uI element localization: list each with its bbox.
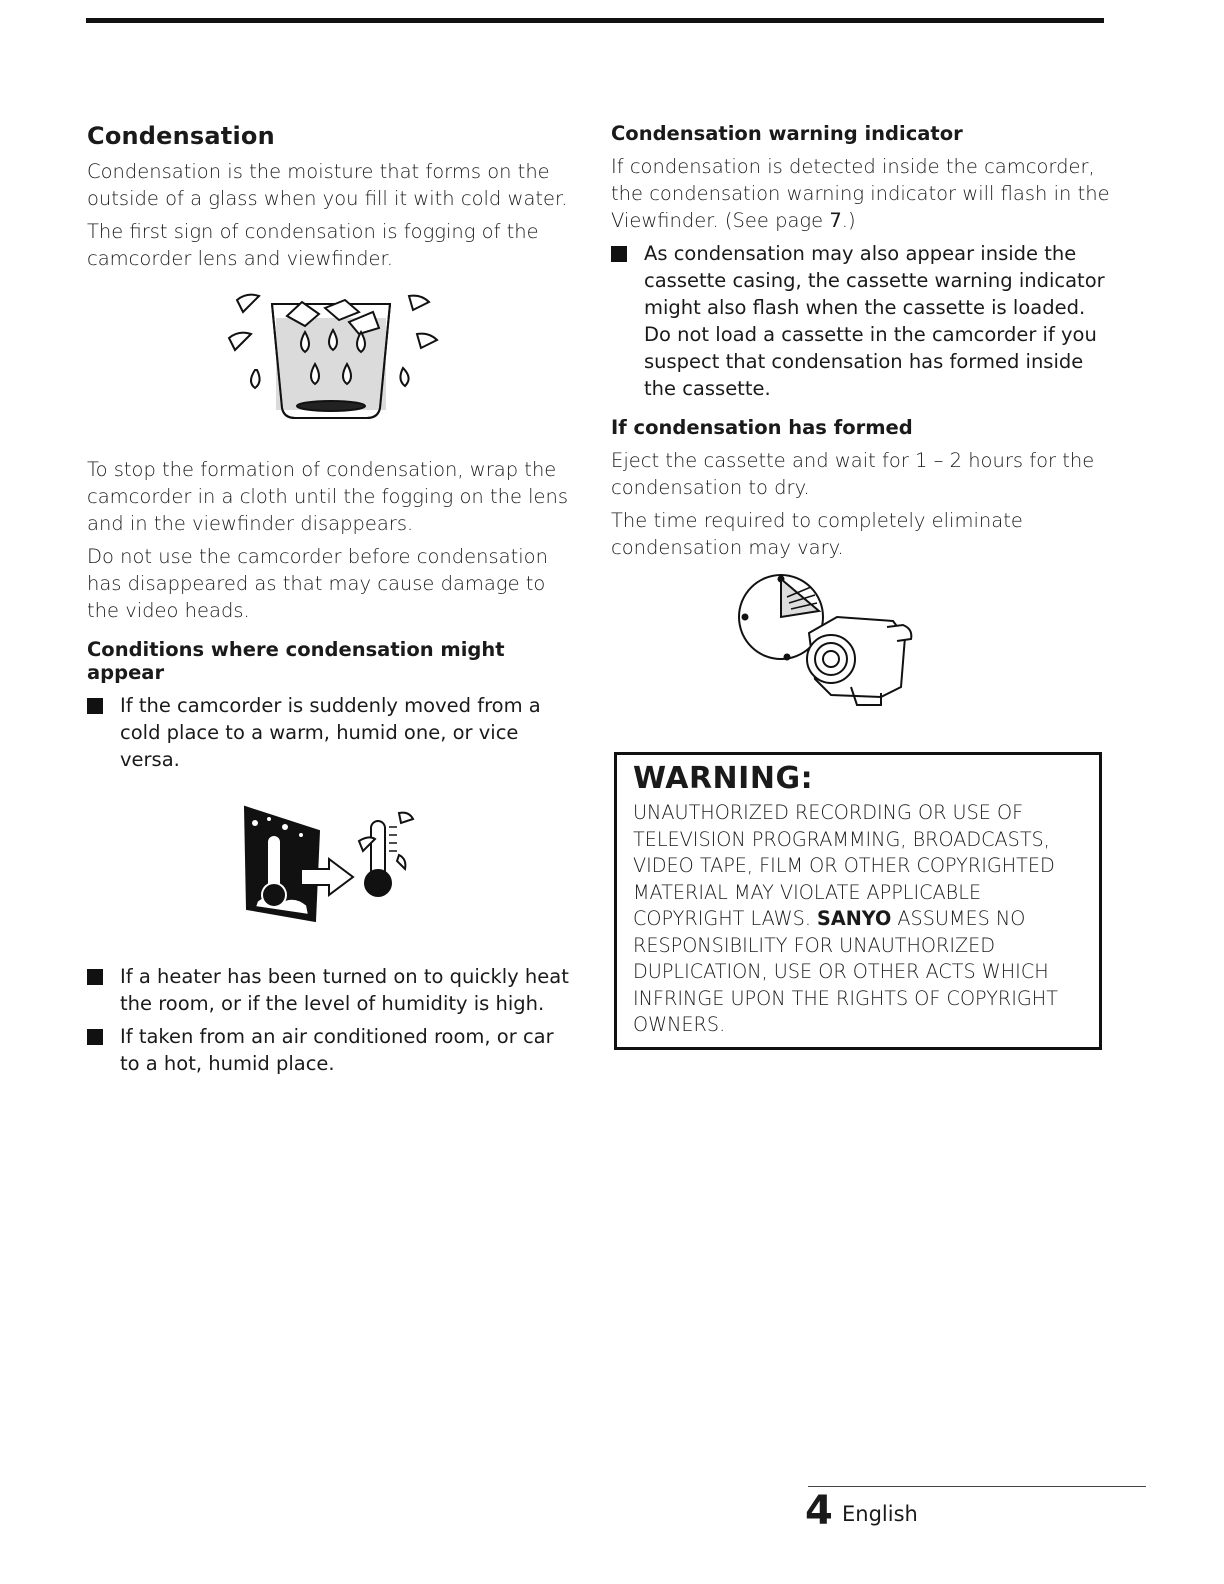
bullet-square-icon xyxy=(611,246,627,262)
eject-paragraph: Eject the cassette and wait for 1 – 2 hours for the condensation to dry. xyxy=(611,449,1095,499)
do-not-use-paragraph: Do not use the camcorder before condensation has disappeared as that may cause damage to the video heads. xyxy=(87,545,548,622)
list-item: If the camcorder is suddenly moved from a cold place to a warm, humid one, or vice versa. xyxy=(87,692,577,773)
warning-text: UNAUTHORIZED RECORDING OR USE OF TELEVISION PROGRAMMING, BROADCASTS, VIDEO TAPE, FILM OR OTHER COPYRIGHTED MATERIAL MAY VIOLATE APPLICABLE COPYRIGHT LAWS. SANYO ASSUMES NO RESPONSIBILITY FOR UNAUTHORIZED DUPLICATION, USE OR OTHER ACTS WHICH INFRINGE UPON THE RIGHTS OF COPYRIGHT OWNERS. xyxy=(633,801,1058,1036)
first-sign-paragraph: The first sign of condensation is fogging of the camcorder lens and viewfinder. xyxy=(87,220,539,270)
page-reference-link[interactable]: 7 xyxy=(829,209,842,232)
list-item: If taken from an air conditioned room, or car to a hot, humid place. xyxy=(87,1023,577,1077)
footer-rule xyxy=(808,1486,1146,1487)
formed-heading: If condensation has formed xyxy=(611,416,913,439)
section-title: Condensation xyxy=(87,122,275,150)
clock-camcorder-illustration xyxy=(611,567,1111,717)
warning-title: WARNING: xyxy=(633,761,814,796)
left-column xyxy=(87,120,577,1083)
glass-condensation-illustration xyxy=(87,278,577,448)
indicator-paragraph: If condensation is detected inside the camcorder, the condensation warning indicator will flash in the Viewfinder. (See page 7.) xyxy=(611,155,1110,232)
time-required-paragraph: The time required to completely eliminate condensation may vary. xyxy=(611,509,1023,559)
list-item: As condensation may also appear inside the cassette casing, the cassette warning indicator might also flash when the cassette is loaded. Do not load a cassette in the camcorder if you suspect that condensation has formed inside the cassette. xyxy=(611,240,1111,402)
right-column xyxy=(611,120,1111,717)
top-rule xyxy=(86,18,1104,23)
warning-box xyxy=(614,752,1102,1050)
conditions-heading: Conditions where condensation might appear xyxy=(87,638,505,684)
bullet-square-icon xyxy=(87,698,103,714)
intro-paragraph: Condensation is the moisture that forms on the outside of a glass when you fill it with cold water. xyxy=(87,160,568,210)
indicator-heading: Condensation warning indicator xyxy=(611,122,963,145)
brand-name: SANYO xyxy=(817,907,892,930)
temperature-change-illustration xyxy=(87,779,577,939)
stop-formation-paragraph: To stop the formation of condensation, wrap the camcorder in a cloth until the fogging on the lens and in the viewfinder disappears. xyxy=(87,458,569,535)
page-number: 4 xyxy=(805,1488,833,1534)
bullet-square-icon xyxy=(87,1029,103,1045)
list-item: If a heater has been turned on to quickly heat the room, or if the level of humidity is high. xyxy=(87,963,577,1017)
bullet-square-icon xyxy=(87,969,103,985)
page-language: English xyxy=(842,1502,918,1526)
